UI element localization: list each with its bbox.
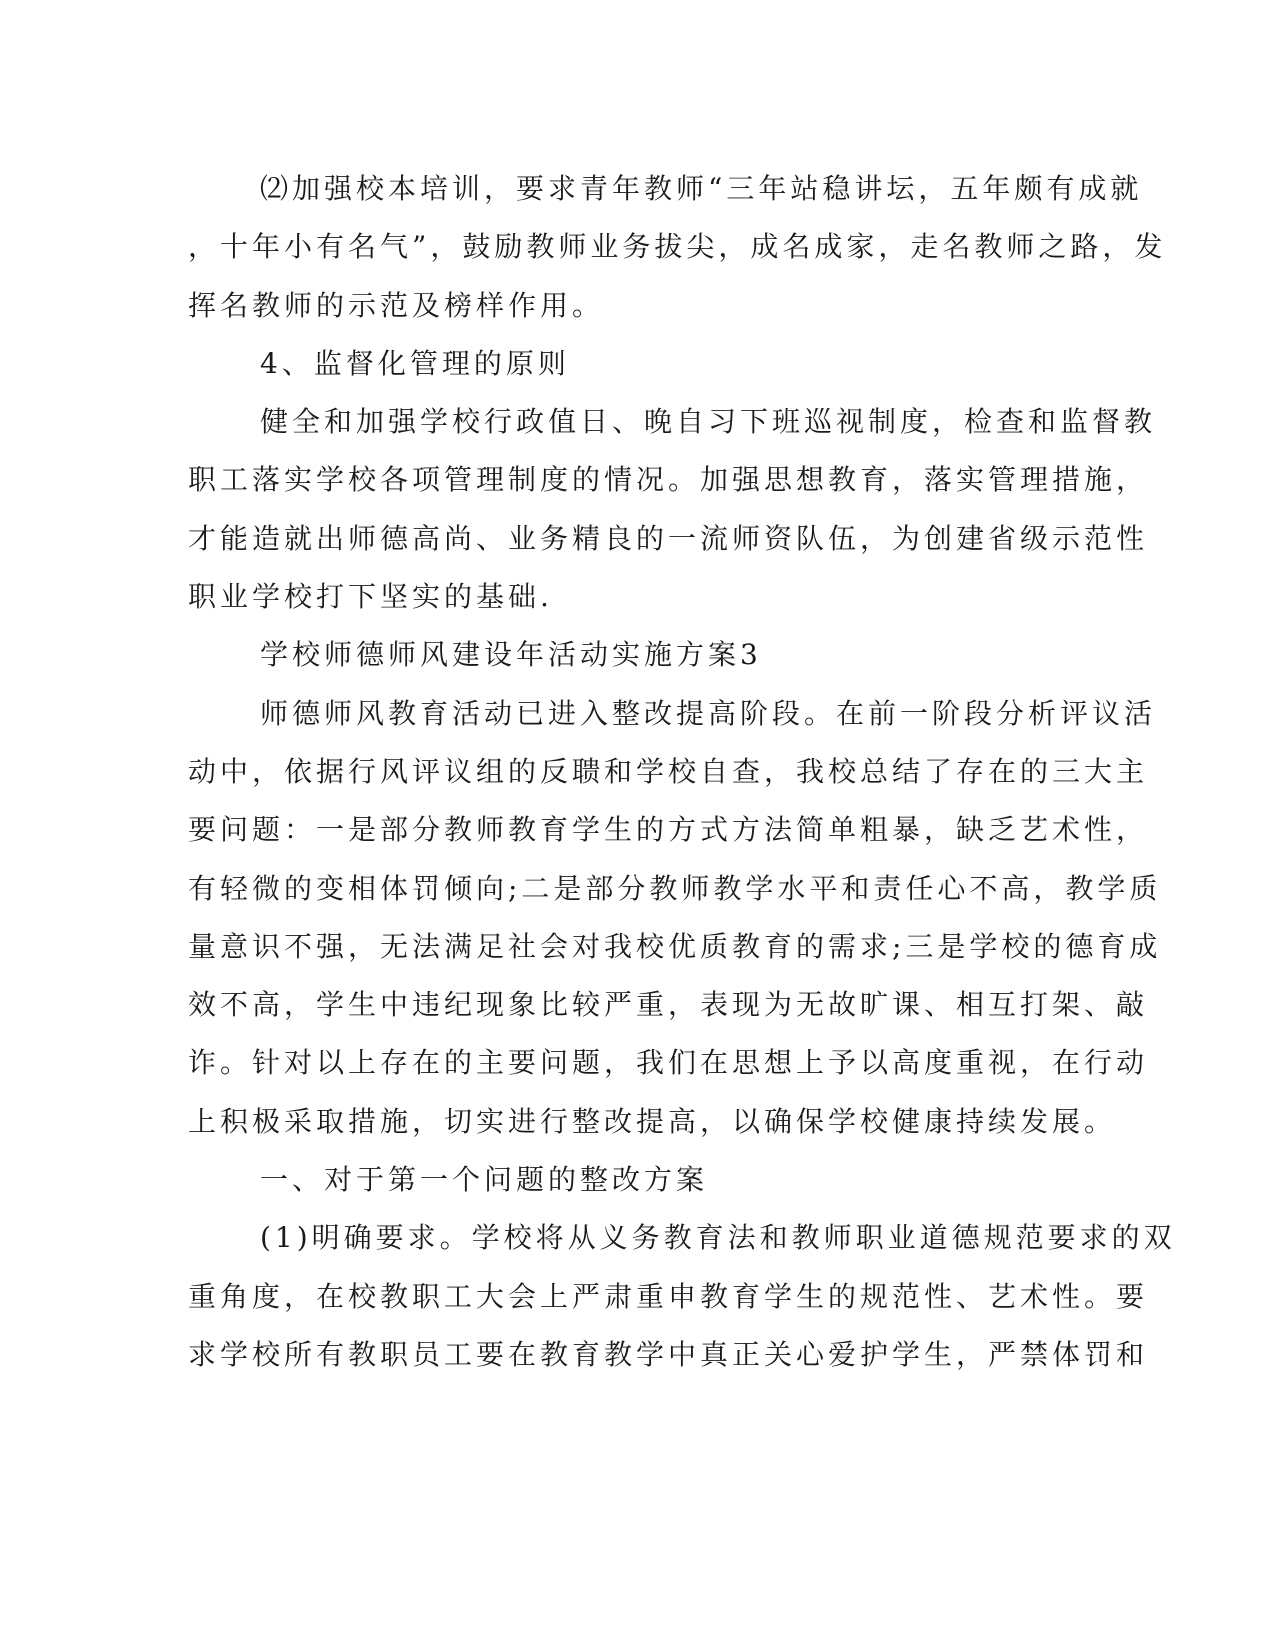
- paragraph-line: 师德师风教育活动已进入整改提高阶段。在前一阶段分析评议活: [260, 696, 1157, 730]
- document-body: [188, 160, 1176, 1384]
- document-title: 学校师德师风建设年活动实施方案3: [260, 638, 762, 672]
- paragraph-line: 动中，依据行风评议组的反聩和学校自查，我校总结了存在的三大主: [188, 754, 1149, 788]
- paragraph-line: 上积极采取措施，切实进行整改提高，以确保学校健康持续发展。: [188, 1104, 1117, 1138]
- paragraph-line: 求学校所有教职员工要在教育教学中真正关心爱护学生，严禁体罚和: [188, 1337, 1149, 1371]
- section-heading: 一、对于第一个问题的整改方案: [260, 1163, 709, 1197]
- paragraph-line: 挥名教师的示范及榜样作用。: [188, 288, 605, 322]
- paragraph-line: 效不高，学生中违纪现象比较严重，表现为无故旷课、相互打架、敲: [188, 988, 1149, 1022]
- paragraph-line: 职业学校打下坚实的基础.: [188, 580, 553, 614]
- paragraph-line: 重角度，在校教职工大会上严肃重申教育学生的规范性、艺术性。要: [188, 1279, 1149, 1313]
- paragraph-line: 量意识不强，无法满足社会对我校优质教育的需求;三是学校的德育成: [188, 929, 1162, 963]
- paragraph-line: 要问题：一是部分教师教育学生的方式方法简单粗暴，缺乏艺术性，: [188, 813, 1149, 847]
- paragraph-line: 才能造就出师德高尚、业务精良的一流师资队伍，为创建省级示范性: [188, 521, 1149, 555]
- paragraph-line: 诈。针对以上存在的主要问题，我们在思想上予以高度重视，在行动: [188, 1046, 1149, 1080]
- paragraph-line: 职工落实学校各项管理制度的情况。加强思想教育，落实管理措施，: [188, 463, 1149, 497]
- paragraph-line: 有轻微的变相体罚倾向;二是部分教师教学水平和责任心不高，教学质: [188, 871, 1162, 905]
- paragraph-line: 健全和加强学校行政值日、晚自习下班巡视制度，检查和监督教: [260, 405, 1157, 439]
- paragraph-line: (1)明确要求。学校将从义务教育法和教师职业道德规范要求的双: [260, 1221, 1176, 1255]
- paragraph-line: ⑵加强校本培训，要求青年教师“三年站稳讲坛，五年颇有成就: [260, 172, 1143, 205]
- section-heading: 4、监督化管理的原则: [260, 346, 570, 380]
- paragraph-line: ，十年小有名气”，鼓励教师业务拔尖，成名成家，走名教师之路，发: [188, 230, 1167, 264]
